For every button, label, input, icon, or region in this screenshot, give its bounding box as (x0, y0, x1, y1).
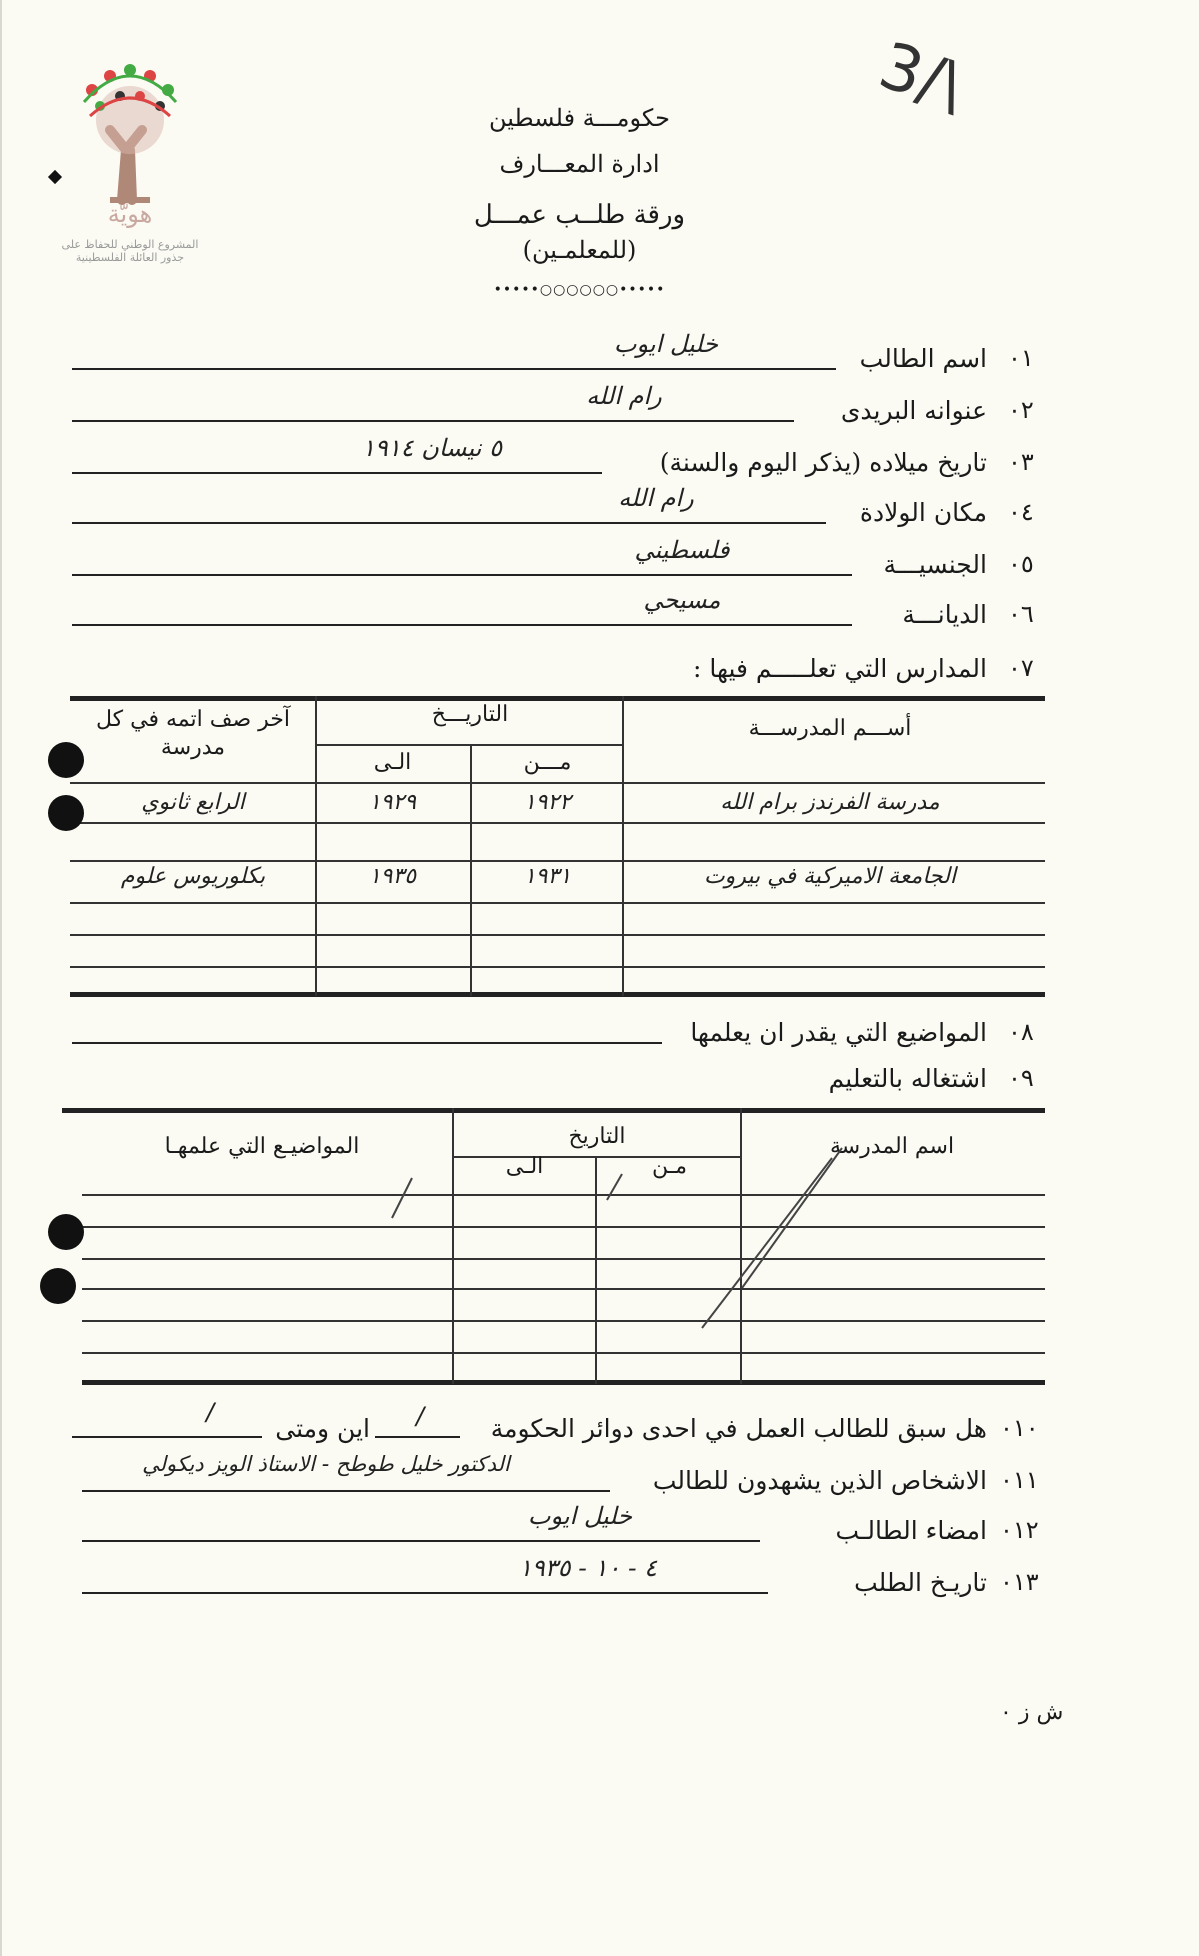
field-underline (72, 522, 826, 524)
field-label-where: اين ومتى (275, 1414, 370, 1443)
field-value: ٥ نيسان ١٩١٤ (362, 434, 502, 462)
field-underline (375, 1436, 460, 1438)
table-rule (70, 902, 1045, 904)
field-label: تاريخ ميلاده (يذكر اليوم والسنة) (659, 448, 987, 477)
header-ornament: •••••○○○○○○••••• (493, 282, 666, 298)
logo-caption: المشروع الوطني للحفاظ على جذور العائلة الفلسطينية (61, 238, 199, 264)
field-value: / (415, 1402, 425, 1430)
punch-hole (48, 742, 84, 778)
field-label: اشتغاله بالتعليم (828, 1064, 987, 1093)
school-name-cell: مدرسة الفرندز برام الله (720, 790, 940, 815)
field-label: اسم الطالب (859, 344, 987, 373)
table-rule (70, 782, 1045, 784)
col-header-to: الـى (373, 750, 412, 775)
field-number: ٠٦ (1008, 600, 1034, 628)
field-label: الاشخاص الذين يشهدون للطالب (652, 1466, 987, 1495)
field-number: ٠١٠ (1000, 1414, 1039, 1442)
col-header-date: التاريخ (568, 1124, 626, 1149)
table-rule (70, 860, 1045, 862)
field-number: ٠٤ (1008, 498, 1034, 526)
from-year-cell: ١٩٢٢ (523, 790, 572, 815)
field-underline (82, 1540, 760, 1542)
col-header-date: التاريـــخ (431, 702, 509, 727)
strike-marks (62, 1108, 1045, 1390)
table-rule (70, 822, 1045, 824)
table-rule (315, 696, 317, 996)
field-underline (82, 1592, 768, 1594)
punch-hole (48, 795, 84, 831)
field-underline (72, 420, 794, 422)
field-value: فلسطيني (634, 536, 730, 564)
field-underline (72, 472, 602, 474)
field-number: ٠٢ (1008, 396, 1034, 424)
table-rule (622, 696, 624, 996)
field-underline (72, 624, 852, 626)
to-year-cell: ١٩٢٩ (368, 790, 417, 815)
field-value: خليل ايوب (613, 330, 719, 358)
col-header-last-class: آخر صف اتمه في كل مدرسة (95, 707, 290, 760)
last-class-cell: بكلوريوس علوم (120, 864, 266, 889)
table-rule (70, 696, 1045, 701)
field-number: ٠٧ (1008, 654, 1034, 682)
schools-table (70, 696, 1045, 1002)
field-underline (72, 368, 836, 370)
field-label: عنوانه البريدى (840, 396, 987, 425)
field-label: مكان الولادة (859, 498, 987, 527)
to-year-cell: ١٩٣٥ (368, 864, 417, 889)
table-rule (470, 744, 472, 996)
field-label: المواضيع التي يقدر ان يعلمها (690, 1018, 987, 1047)
field-label: الديانـــة (902, 600, 987, 629)
table-rule (70, 934, 1045, 936)
page-number-mark: 3/\ (870, 28, 974, 126)
punch-hole (40, 1268, 76, 1304)
from-year-cell: ١٩٣١ (523, 864, 572, 889)
field-label: امضاء الطالـب (835, 1516, 987, 1545)
field-number: ٠١٣ (1000, 1568, 1039, 1596)
field-underline (72, 574, 852, 576)
field-value: خليل ايوب (527, 1502, 633, 1530)
field-label: هل سبق للطالب العمل في احدى دوائر الحكومة (490, 1414, 987, 1443)
table-rule (70, 966, 1045, 968)
table-rule (315, 744, 622, 746)
header-government: حكومـــة فلسطين (489, 104, 670, 132)
teaching-table (62, 1108, 1045, 1390)
field-label: المدارس التي تعلـــــم فيها : (692, 654, 987, 683)
field-underline (72, 1436, 262, 1438)
col-header-school: اسم المدرسة (829, 1134, 955, 1159)
header-form-subtitle: (للمعلمـين) (522, 236, 637, 264)
field-number: ٠١١ (1000, 1466, 1039, 1494)
col-header-subjects: المواضيـع التي علمهـا (164, 1134, 360, 1159)
col-header-from: مـــن (523, 750, 572, 775)
col-header-from: مـن (652, 1154, 687, 1179)
field-value: / (205, 1398, 215, 1426)
last-class-cell: الرابع ثانوي (141, 790, 245, 815)
col-header-to: الـى (505, 1154, 544, 1179)
field-number: ٠٨ (1008, 1018, 1034, 1046)
field-value: رام الله (586, 382, 662, 410)
field-value: رام الله (618, 484, 694, 512)
field-number: ٠١٢ (1000, 1516, 1039, 1544)
field-value: الدكتور خليل طوطح - الاستاذ الويز ديكولي (142, 1452, 510, 1476)
col-header-school: أســـم المدرســـة (748, 716, 912, 741)
field-number: ٠٩ (1008, 1064, 1034, 1092)
logo-name: هويّة (107, 200, 153, 228)
field-value: ٤ - ١٠ - ١٩٣٥ (518, 1554, 658, 1582)
header-department: ادارة المعـــارف (499, 150, 660, 178)
field-label: الجنسيـــة (883, 550, 987, 579)
field-value: مسيحي (643, 586, 721, 614)
field-underline (82, 1490, 610, 1492)
field-number: ٠١ (1008, 344, 1034, 372)
header-form-title: ورقة طلــب عمـــل (473, 200, 686, 230)
field-number: ٠٣ (1008, 448, 1034, 476)
footer-code: ش ز ٠ (1000, 1700, 1064, 1725)
punch-hole (48, 1214, 84, 1250)
field-underline (72, 1042, 662, 1044)
school-name-cell: الجامعة الاميركية في بيروت (703, 864, 957, 889)
field-number: ٠٥ (1008, 550, 1034, 578)
table-rule (70, 992, 1045, 997)
field-label: تاريـخ الطلب (854, 1568, 987, 1597)
